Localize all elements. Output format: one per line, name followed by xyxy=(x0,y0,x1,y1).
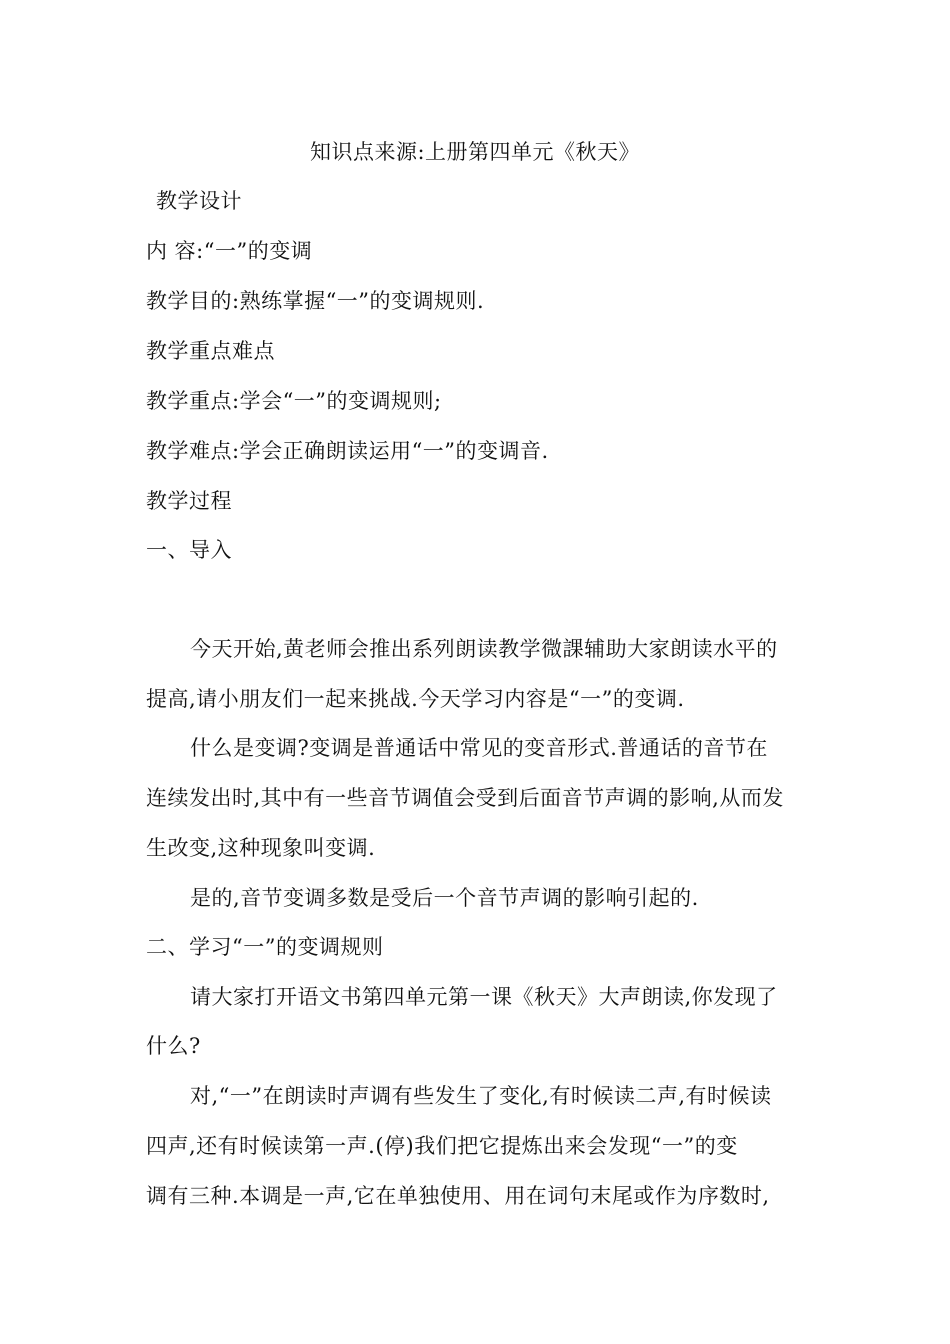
section-heading-design: 教学设计 xyxy=(156,189,242,213)
section-heading-key-points: 教学重点难点 xyxy=(146,339,275,363)
paragraph-line: 对,“一”在朗读时声调有些发生了变化,有时候读二声,有时候读 xyxy=(190,1084,772,1108)
paragraph-line: 四声,还有时候读第一声.(停)我们把它提炼出来会发现“一”的变 xyxy=(146,1134,738,1158)
document-title: 知识点来源:上册第四单元《秋天》 xyxy=(309,140,641,164)
paragraph-line: 什么是变调?变调是普通话中常见的变音形式.普通话的音节在 xyxy=(190,736,768,760)
paragraph-line: 什么? xyxy=(146,1034,201,1058)
key-point-line: 教学重点:学会“一”的变调规则; xyxy=(146,389,442,413)
section-heading-process: 教学过程 xyxy=(146,489,232,513)
content-line: 内 容:“一”的变调 xyxy=(146,239,313,263)
paragraph-line: 连续发出时,其中有一些音节调值会受到后面音节声调的影响,从而发 xyxy=(146,786,784,810)
paragraph-line: 请大家打开语文书第四单元第一课《秋天》大声朗读,你发现了 xyxy=(190,985,778,1009)
paragraph-line: 生改变,这种现象叫变调. xyxy=(146,836,376,860)
section-heading-rules: 二、学习“一”的变调规则 xyxy=(146,935,384,959)
difficulty-line: 教学难点:学会正确朗读运用“一”的变调音. xyxy=(146,439,549,463)
paragraph-line: 今天开始,黄老师会推出系列朗读教学微課辅助大家朗读水平的 xyxy=(190,637,778,661)
paragraph-line: 是的,音节变调多数是受后一个音节声调的影响引起的. xyxy=(190,886,699,910)
objective-line: 教学目的:熟练掌握“一”的变调规则. xyxy=(146,289,485,313)
paragraph-line: 调有三种.本调是一声,它在单独使用、用在词句末尾或作为序数时, xyxy=(146,1184,770,1208)
paragraph-line: 提高,请小朋友们一起来挑战.今天学习内容是“一”的变调. xyxy=(146,687,685,711)
section-heading-intro: 一、导入 xyxy=(146,538,232,562)
